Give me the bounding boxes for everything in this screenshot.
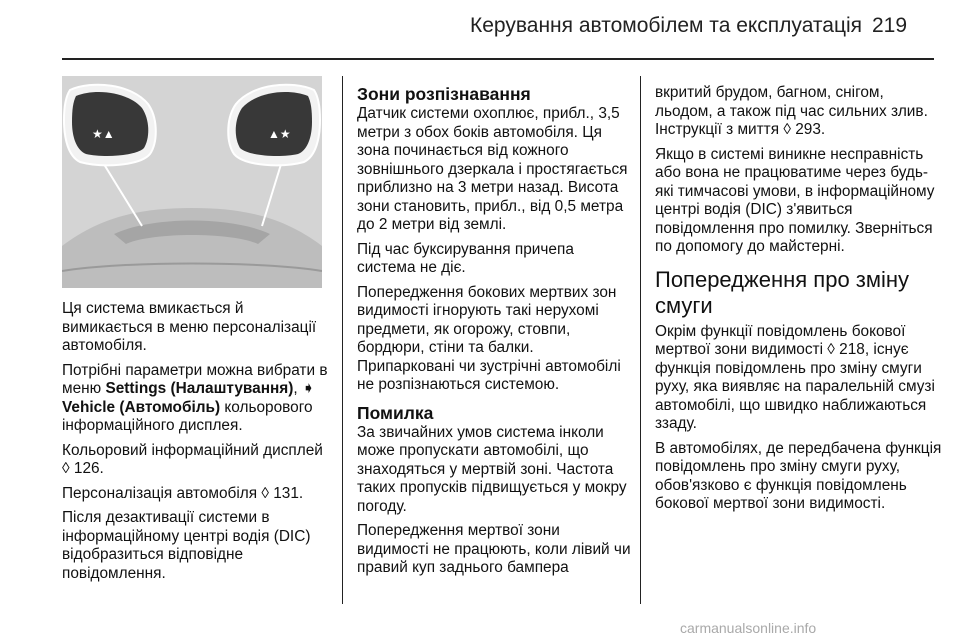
paragraph: Якщо в системі виникне несправність або вона не працюватиме через будь-які тимчасові умови, в інформаційному центрі водія (DIC) з'явиться повідомлення про помилку. Зверніться по допомогу до майстерні. [655,145,935,255]
paragraph [655,323,945,434]
left-mirror-warning-icon: ★▲ [92,127,115,141]
page-reference: ◊ 126. [62,460,104,477]
paragraph [62,442,332,479]
heading-detection-zones: Зони розпізнавання [357,84,531,104]
text: Потрібні параметри можна вибрати в меню [62,361,328,397]
column-2 [357,84,632,584]
menu-arrow-icon: ➧ [301,380,315,397]
page-reference: ◊ 293. [783,121,826,138]
paragraph: Попередження бокових мертвих зон видимості ігнорують такі нерухомі предмети, як огорожу, стовпи, бордюри, стіни та балки. Припарковані чи зустрічні автомобілі не розпізнаються системою. [357,283,621,393]
paragraph: В автомобілях, де передбачена функція повідомлень про зміну смуги руху, обов'язково є функція повідомлень бокової мертвої зони видимості. [655,439,942,512]
text: вкритий брудом, багном, снігом, льодом, а також під час сильних злив. Інструкції з миття [655,84,928,138]
text: , існує функція повідомлень про зміну смуги руху, яка виявляє на паралельній смузі автомобілі, що швидко наближаються ззаду. [655,341,935,432]
paragraph: Попередження мертвої зони видимості не працюють, коли лівий чи правий куп заднього бампера [357,522,631,576]
menu-vehicle: Vehicle (Автомобіль) [62,398,221,416]
page-number: 219 [872,14,908,37]
paragraph: Ця система вмикається й вимикається в меню персоналізації автомобіля. [62,300,317,354]
side-mirror-illustration [62,76,322,288]
heading-lane-change: Попередження про зміну смуги [655,266,910,318]
page-reference: ◊ 131. [261,484,304,502]
menu-settings: Settings (Налаштування) [105,380,294,397]
column-divider-2 [640,76,641,604]
paragraph: За звичайних умов система інколи може пропускати автомобілі, що знаходяться у мертвій зоні. Частота таких пропусків підвищується у мокру погоду. [357,423,627,515]
paragraph [655,84,945,140]
page-reference: ◊ 218 [827,341,865,358]
paragraph: Під час буксирування причепа система не діє. [357,240,574,276]
header-rule [62,58,934,60]
text: , [293,380,302,397]
paragraph [62,362,332,436]
text: Кольоровий інформаційний дисплей [62,441,323,459]
text: Персоналізація автомобіля [62,484,262,502]
text: кольорового інформаційного дисплея. [62,398,313,434]
paragraph [62,485,332,504]
text: Окрім функції повідомлень бокової мертвої зони видимості [655,322,906,358]
paragraph: Після дезактивації системи в інформаційному центрі водія (DIC) відобразиться відповідне повідомлення. [62,509,311,582]
watermark: carmanualsonline.info [680,620,817,636]
column-3 [655,84,945,520]
header-title: Керування автомобілем та експлуатація [470,14,863,37]
column-1 [62,300,332,589]
column-divider-1 [342,76,343,604]
paragraph: Датчик системи охоплює, прибл., 3,5 метри з обох боків автомобіля. Ця зона починається від кожного зовнішнього дзеркала і простягається приблизно на 3 метри назад. Висота зони становить, прибл., від 0,5 метра до 2 метри від землі. [357,105,628,233]
right-mirror-warning-icon: ▲★ [268,127,291,141]
heading-error: Помилка [357,402,434,423]
